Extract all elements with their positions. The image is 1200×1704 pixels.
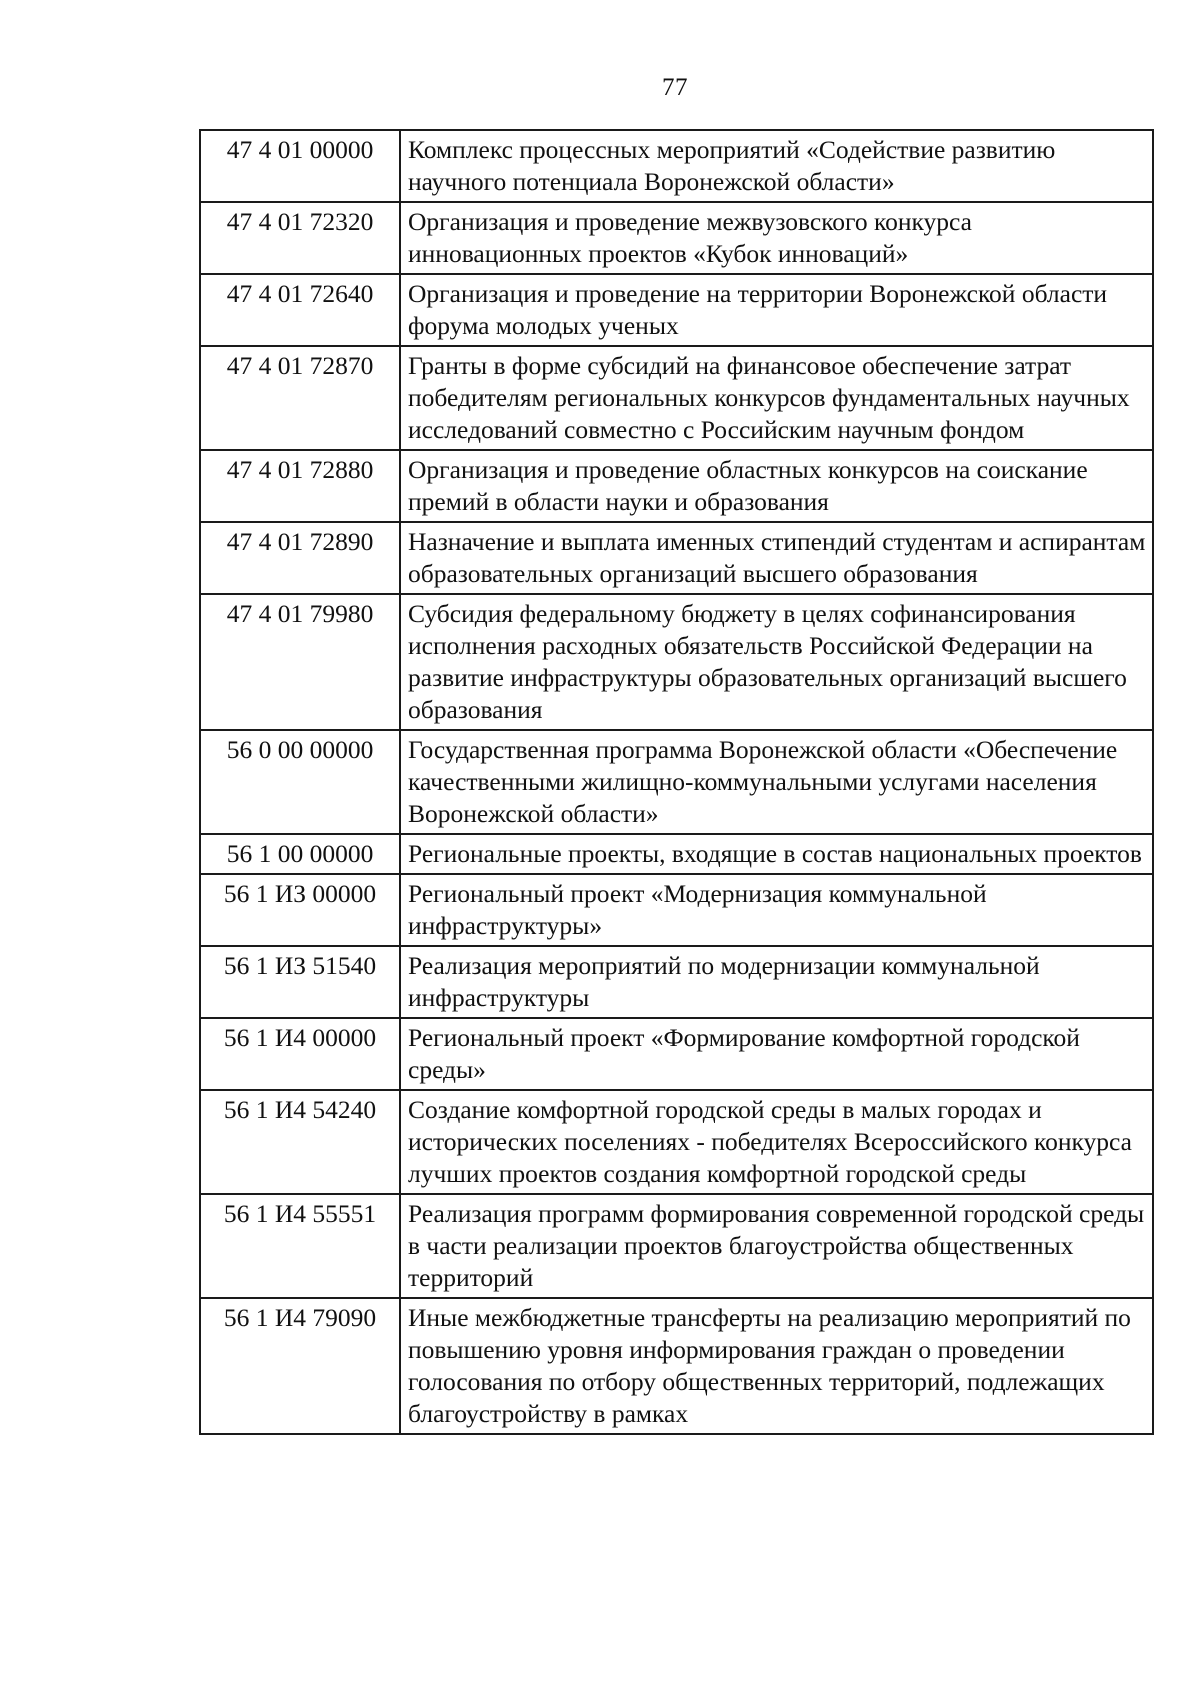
row-code: 56 1 00 00000 — [200, 834, 400, 874]
table-row — [200, 274, 1153, 346]
row-code: 56 1 И4 55551 — [200, 1194, 400, 1298]
row-description: Региональный проект «Формирование комфортной городской среды» — [400, 1018, 1153, 1090]
table-row — [200, 1090, 1153, 1194]
row-description: Субсидия федеральному бюджету в целях софинансирования исполнения расходных обязательств Российской Федерации на развитие инфраструктуры образовательных организаций высшего образования — [400, 594, 1153, 730]
table-row — [200, 946, 1153, 1018]
table-row — [200, 450, 1153, 522]
row-code: 47 4 01 79980 — [200, 594, 400, 730]
row-code: 47 4 01 72880 — [200, 450, 400, 522]
row-description: Создание комфортной городской среды в малых городах и исторических поселениях - победителях Всероссийского конкурса лучших проектов создания комфортной городской среды — [400, 1090, 1153, 1194]
row-description: Назначение и выплата именных стипендий студентам и аспирантам образовательных организаций высшего образования — [400, 522, 1153, 594]
row-code: 47 4 01 72890 — [200, 522, 400, 594]
table-row — [200, 594, 1153, 730]
row-code: 47 4 01 72870 — [200, 346, 400, 450]
row-description: Комплекс процессных мероприятий «Содействие развитию научного потенциала Воронежской области» — [400, 130, 1153, 202]
row-description: Реализация программ формирования современной городской среды в части реализации проектов благоустройства общественных территорий — [400, 1194, 1153, 1298]
table-row — [200, 130, 1153, 202]
row-code: 56 1 И4 79090 — [200, 1298, 400, 1434]
table-row — [200, 522, 1153, 594]
table-row — [200, 1298, 1153, 1434]
row-code: 56 1 ИЗ 51540 — [200, 946, 400, 1018]
row-description: Региональные проекты, входящие в состав национальных проектов — [400, 834, 1153, 874]
row-description: Реализация мероприятий по модернизации коммунальной инфраструктуры — [400, 946, 1153, 1018]
table-row — [200, 202, 1153, 274]
page-number: 77 — [662, 74, 688, 101]
table-row — [200, 874, 1153, 946]
budget-classification-table — [199, 129, 1154, 1435]
row-description: Региональный проект «Модернизация коммунальной инфраструктуры» — [400, 874, 1153, 946]
row-description: Организация и проведение межвузовского конкурса инновационных проектов «Кубок инноваций» — [400, 202, 1153, 274]
row-code: 47 4 01 72640 — [200, 274, 400, 346]
row-description: Гранты в форме субсидий на финансовое обеспечение затрат победителям региональных конкурсов фундаментальных научных исследований совместно с Российским научным фондом — [400, 346, 1153, 450]
table-row — [200, 730, 1153, 834]
table-row — [200, 834, 1153, 874]
row-code: 56 1 ИЗ 00000 — [200, 874, 400, 946]
row-code: 56 0 00 00000 — [200, 730, 400, 834]
row-code: 47 4 01 72320 — [200, 202, 400, 274]
row-description: Государственная программа Воронежской области «Обеспечение качественными жилищно-коммунальными услугами населения Воронежской области» — [400, 730, 1153, 834]
row-description: Иные межбюджетные трансферты на реализацию мероприятий по повышению уровня информирования граждан о проведении голосования по отбору общественных территорий, подлежащих благоустройству в рамках — [400, 1298, 1153, 1434]
row-code: 56 1 И4 54240 — [200, 1090, 400, 1194]
table-row — [200, 346, 1153, 450]
row-description: Организация и проведение на территории Воронежской области форума молодых ученых — [400, 274, 1153, 346]
row-code: 56 1 И4 00000 — [200, 1018, 400, 1090]
row-code: 47 4 01 00000 — [200, 130, 400, 202]
table-row — [200, 1018, 1153, 1090]
table-row — [200, 1194, 1153, 1298]
row-description: Организация и проведение областных конкурсов на соискание премий в области науки и образования — [400, 450, 1153, 522]
